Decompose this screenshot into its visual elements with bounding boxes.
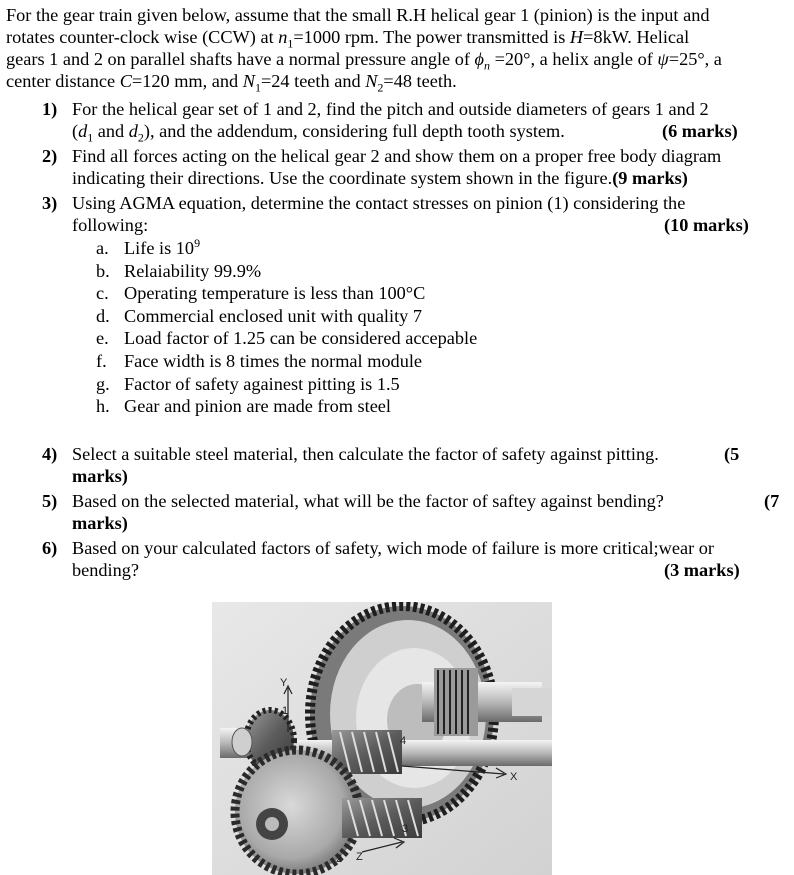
question-6-line-1: Based on your calculated factors of safety, wich mode of failure is more critical;wear or bbox=[72, 538, 714, 558]
question-number: 4) bbox=[42, 444, 58, 464]
marks-label: (3 marks) bbox=[664, 560, 740, 580]
question-3 bbox=[42, 192, 784, 236]
list-item: b. Relaiability 99.9% bbox=[96, 260, 262, 281]
list-item: c. Operating temperature is less than 100°C bbox=[96, 283, 426, 304]
marks-label: (9 marks) bbox=[612, 168, 688, 188]
list-item: f. Face width is 8 times the normal module bbox=[96, 350, 423, 371]
list-item: a. Life is $10^9$ bbox=[96, 235, 201, 258]
question-3-line-2: following: (10 marks) bbox=[72, 215, 749, 235]
question-number: 1) bbox=[42, 99, 58, 119]
question-1-line-1: For the helical gear set of 1 and 2, find the pitch and outside diameters of gears 1 and 2 bbox=[72, 99, 709, 119]
question-4-line-1: Select a suitable steel material, then calculate the factor of safety against pitting. (5 bbox=[72, 444, 740, 464]
gear-1-label: 1 bbox=[282, 705, 289, 717]
list-item: e. Load factor of 1.25 can be considered accepable bbox=[96, 328, 478, 349]
question-number: 3) bbox=[42, 193, 58, 213]
y-axis-label: Y bbox=[280, 677, 288, 689]
question-number: 2) bbox=[42, 146, 58, 166]
marks-label: (7 bbox=[764, 491, 780, 511]
list-item: h. Gear and pinion are made from steel bbox=[96, 396, 391, 417]
question-5-line-1: Based on the selected material, what will be the factor of saftey against bending? (7 bbox=[72, 491, 780, 511]
marks-label: marks) bbox=[72, 466, 128, 486]
question-5 bbox=[42, 490, 784, 534]
question-1-line-2: ($d_1$ and $d_2$), and the addendum, considering full depth tooth system. (6 marks) bbox=[72, 121, 738, 145]
question-2-line-2: indicating their directions. Use the coordinate system shown in the figure.(9 marks) bbox=[72, 168, 688, 188]
marks-label: (6 marks) bbox=[662, 121, 738, 141]
gear-3 bbox=[342, 798, 422, 838]
list-item: g. Factor of safety againest pitting is 1.5 bbox=[96, 373, 400, 394]
x-axis-label: X bbox=[510, 771, 518, 783]
question-3-conditions bbox=[96, 237, 477, 418]
question-6 bbox=[42, 537, 784, 581]
intro-line-3: gears 1 and 2 on parallel shafts have a normal pressure angle of $\phi_n =20^\circ$, a helix angle of ψ=25°, a bbox=[6, 49, 722, 73]
gear-2-label: 2 bbox=[336, 853, 343, 865]
question-1 bbox=[42, 98, 784, 145]
question-number: 6) bbox=[42, 538, 58, 558]
gear-train-illustration bbox=[212, 602, 552, 875]
intro-line-2: rotates counter-clock wise (CCW) at $n_1=1000$ rpm. The power transmitted is H=8kW. Helical bbox=[6, 27, 690, 51]
question-2-line-1: Find all forces acting on the helical gear 2 and show them on a proper free body diagram bbox=[72, 146, 722, 166]
marks-label: marks) bbox=[72, 513, 128, 533]
problem-statement bbox=[6, 4, 786, 95]
question-2 bbox=[42, 145, 784, 189]
marks-label: (10 marks) bbox=[664, 215, 749, 235]
question-number: 5) bbox=[42, 491, 58, 511]
gear-train-figure bbox=[212, 602, 552, 875]
z-axis-label: Z bbox=[356, 851, 363, 863]
question-4-line-2 bbox=[72, 465, 784, 487]
question-3-line-1: Using AGMA equation, determine the contact stresses on pinion (1) considering the bbox=[72, 193, 686, 213]
question-6-line-2: bending? (3 marks) bbox=[72, 560, 740, 580]
marks-label: (5 bbox=[724, 444, 740, 464]
gear-3-label: 3 bbox=[402, 823, 409, 835]
question-4 bbox=[42, 443, 784, 487]
question-5-line-2 bbox=[72, 512, 784, 534]
intro-line-1: For the gear train given below, assume that the small R.H helical gear 1 (pinion) is the input and bbox=[6, 5, 710, 25]
gear-4-label: 4 bbox=[400, 735, 407, 747]
intro-line-4: center distance C=120 mm, and $N_1=24$ teeth and $N_2=48$ teeth. bbox=[6, 71, 457, 95]
list-item: d. Commercial enclosed unit with quality 7 bbox=[96, 305, 423, 326]
